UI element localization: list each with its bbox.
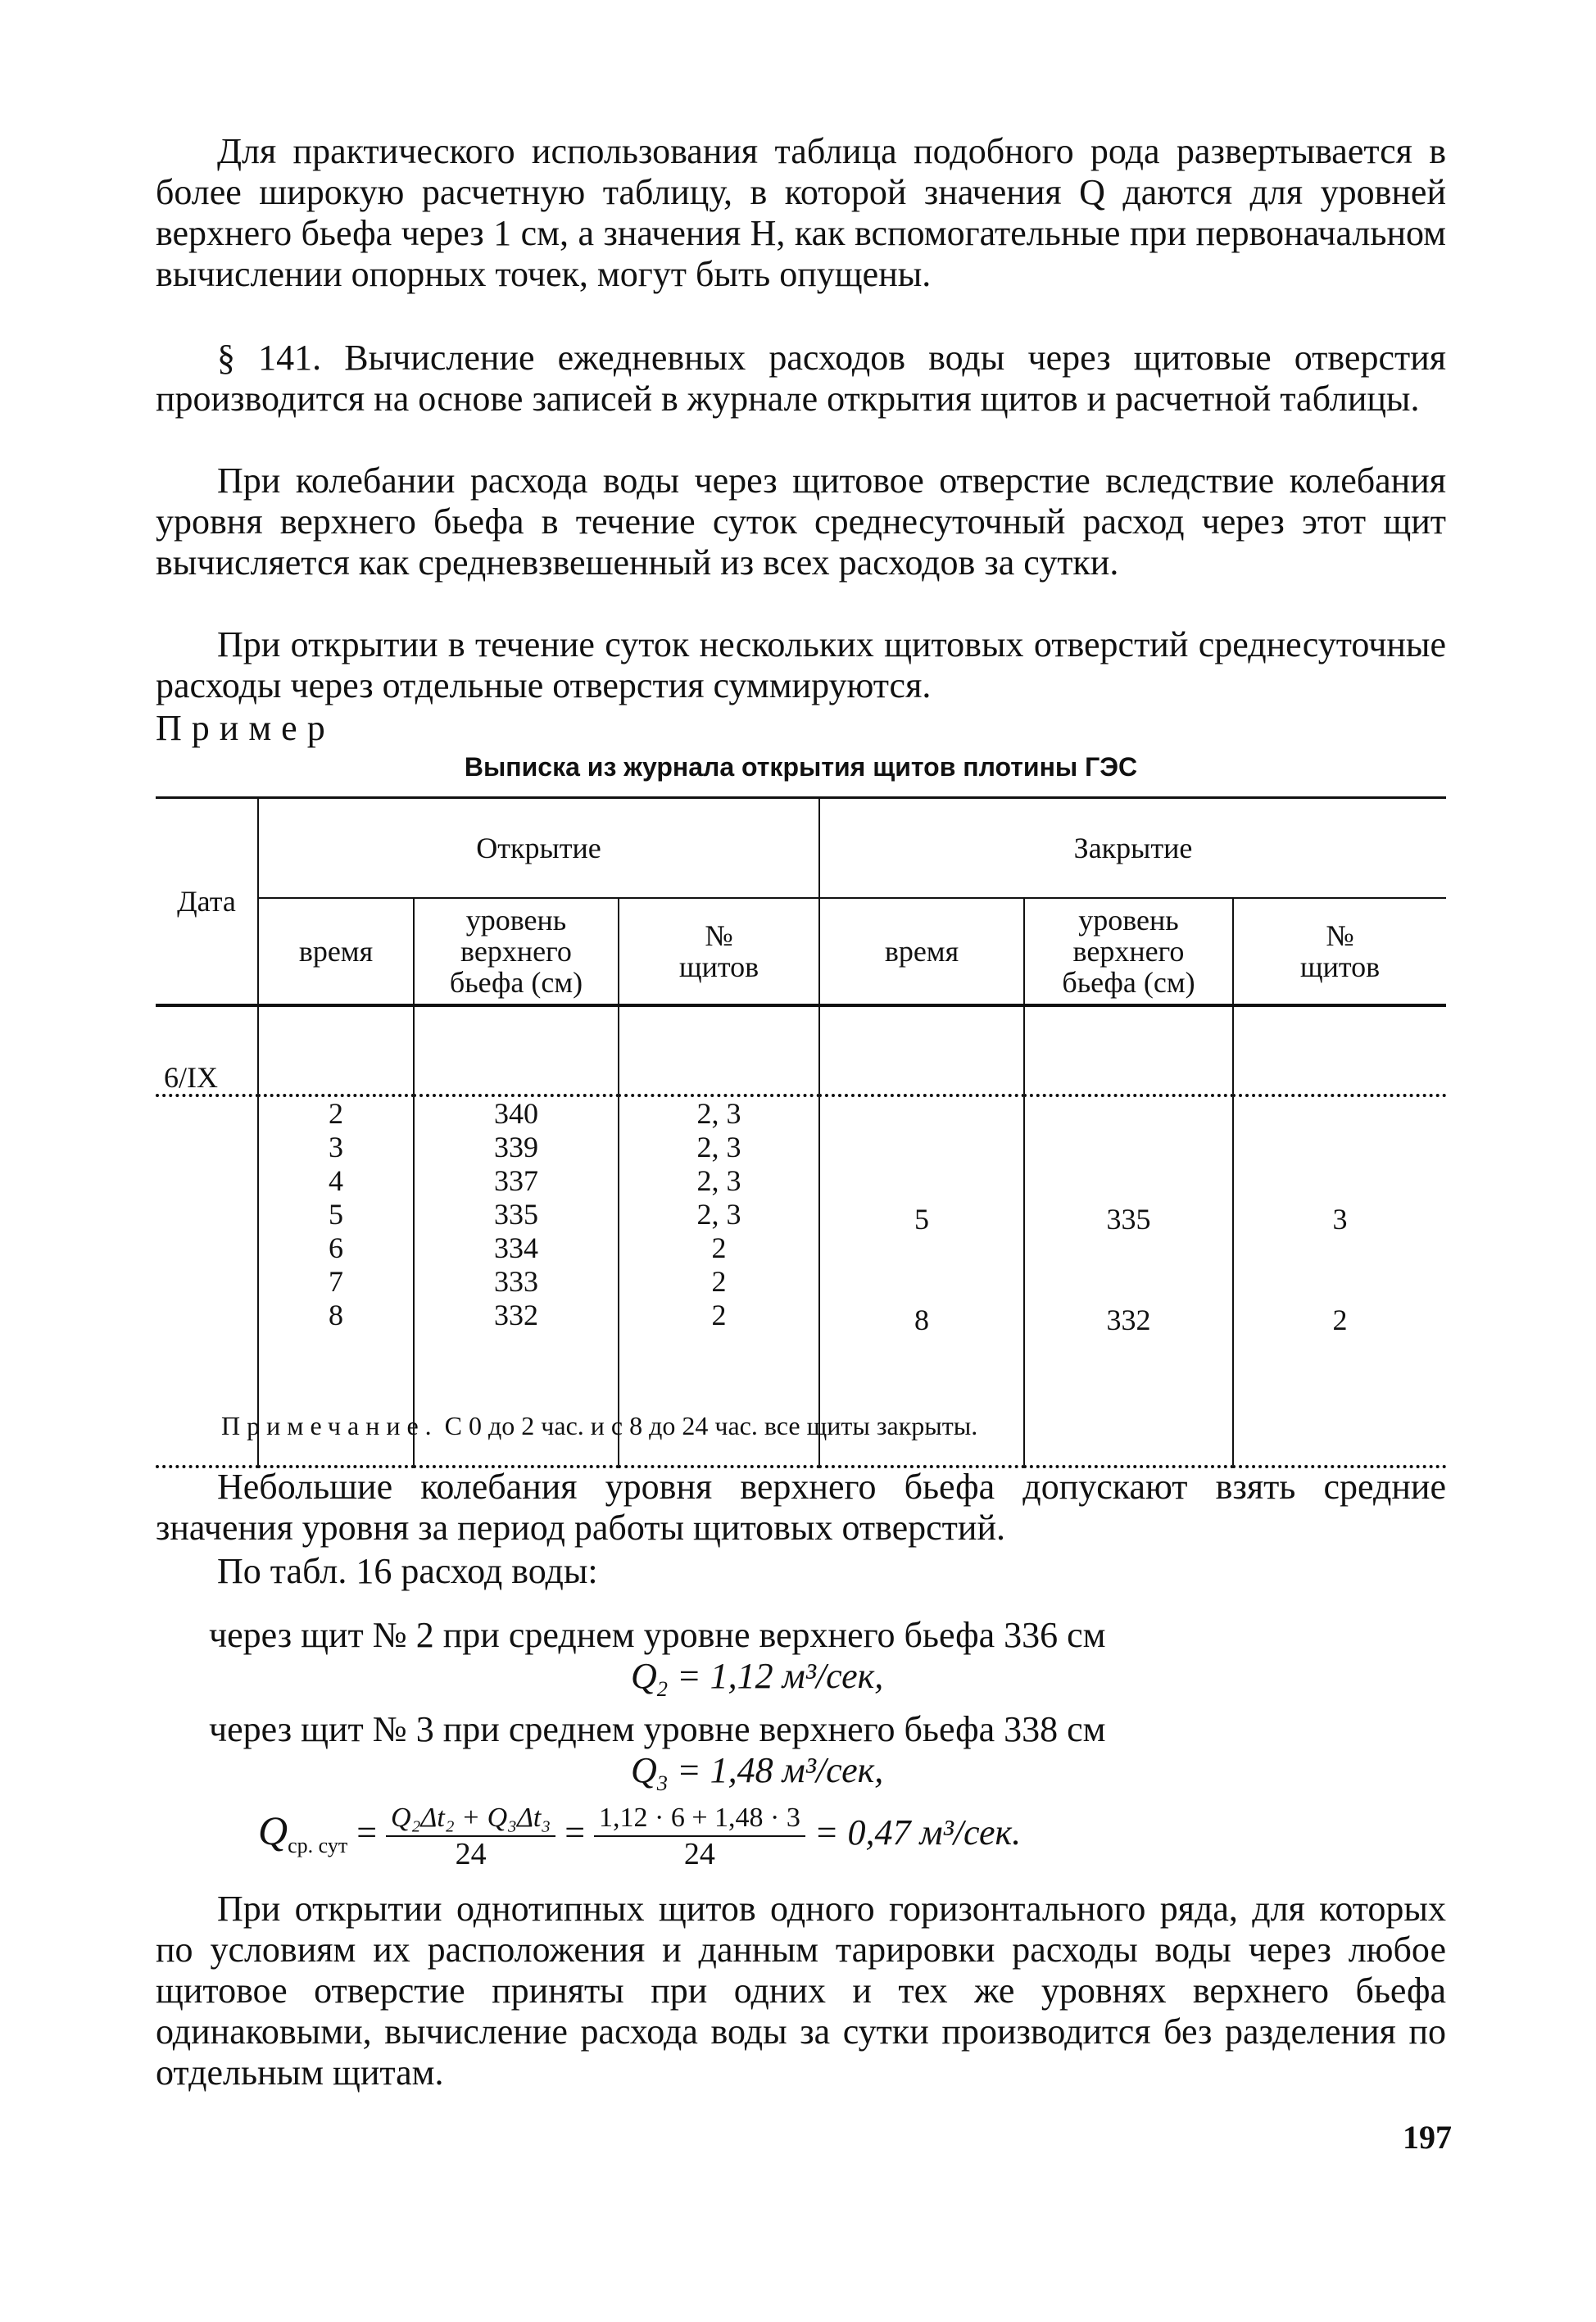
open-level: 334	[494, 1231, 538, 1264]
header-open-gates-line1: №	[705, 919, 733, 952]
header-close-gates-line2: щитов	[1299, 950, 1381, 983]
q3-symbol: Q	[631, 1750, 657, 1790]
fraction-symbolic-numerator: Q₂Δt₂ + Q₃Δt₃	[386, 1801, 555, 1837]
table-caption: Выписка из журнала открытия щитов плотины ГЭС	[464, 752, 1138, 782]
open-gates: 2	[711, 1299, 727, 1331]
open-level: 337	[494, 1164, 538, 1197]
note-label: Примечание.	[221, 1411, 438, 1440]
qmean-subscript: ср. сут	[288, 1833, 348, 1857]
gate-journal-table	[156, 796, 1446, 1501]
close-gates: 2	[1332, 1304, 1348, 1336]
page-number: 197	[1403, 2119, 1452, 2156]
paragraph-6: По табл. 16 расход воды:	[217, 1551, 598, 1591]
header-open-level-line2: верхнего	[460, 935, 572, 968]
header-open-gates-line2: щитов	[678, 950, 759, 983]
open-gates: 2	[711, 1231, 727, 1264]
header-open-level-line3: бьефа (см)	[449, 966, 583, 999]
open-gates: 2, 3	[696, 1164, 741, 1197]
cell-date	[156, 1005, 258, 1095]
formula-line-2: через щит № 3 при среднем уровне верхнего бьефа 338 см	[209, 1709, 1106, 1749]
qmean-symbol: Q	[258, 1807, 288, 1854]
open-time: 6	[329, 1231, 343, 1264]
open-time: 8	[329, 1299, 343, 1331]
header-open-time: время	[258, 898, 414, 1005]
header-close-gates-line1: №	[1326, 919, 1354, 952]
open-gates: 2	[711, 1265, 727, 1298]
close-level: 335	[1106, 1203, 1151, 1236]
open-level: 332	[494, 1299, 538, 1331]
paragraph-7: При открытии однотипных щитов одного горизонтального ряда, для которых по условиям их расположения и данным тарировки расходы воды через любое щитовое отверстие приняты при одних и тех же уровнях верхнего бьефа одинаковыми, вычисление расхода воды за сутки производится без разделения по отдельным щитам.	[156, 1889, 1446, 2093]
close-levels-column	[1024, 1095, 1233, 1467]
fraction-numeric-numerator: 1,12 · 6 + 1,48 · 3	[594, 1801, 805, 1837]
open-time: 7	[329, 1265, 343, 1298]
header-close-gates	[1233, 898, 1446, 1005]
header-close-level-line2: верхнего	[1072, 935, 1185, 968]
header-close: Закрытие	[819, 798, 1446, 899]
open-gates: 2, 3	[696, 1131, 741, 1163]
paragraph-5: Небольшие колебания уровня верхнего бьефа допускают взять средние значения уровня за период работы щитовых отверстий.	[156, 1467, 1446, 1548]
fraction-numeric	[594, 1801, 805, 1871]
header-open-level-line1: уровень	[465, 904, 567, 937]
header-close-level-line3: бьефа (см)	[1062, 966, 1195, 999]
q2-subscript: 2	[656, 1676, 668, 1701]
fraction-symbolic-denominator: 24	[455, 1837, 487, 1871]
open-level: 340	[494, 1097, 538, 1130]
q2-value: = 1,12 м³/сек,	[676, 1656, 884, 1696]
header-close-time: время	[819, 898, 1024, 1005]
close-gates: 3	[1332, 1203, 1348, 1236]
q3-subscript: 3	[656, 1770, 668, 1795]
open-level: 333	[494, 1265, 538, 1298]
paragraph-1: Для практического использования таблица подобного рода развертывается в более широкую расчетную таблицу, в которой значения Q даются для уровней верхнего бьефа через 1 см, а значения H, как вспомогательные при первоначальном вычислении опорных точек, могут быть опущены.	[156, 131, 1446, 294]
formula-result: = 0,47 м³/сек.	[814, 1812, 1022, 1853]
close-time: 8	[914, 1304, 929, 1336]
note-text: С 0 до 2 час. и с 8 до 24 час. все щиты закрыты.	[444, 1411, 978, 1440]
open-level: 335	[494, 1198, 538, 1231]
open-time: 5	[329, 1198, 343, 1231]
fraction-symbolic	[386, 1801, 555, 1871]
close-level: 332	[1106, 1304, 1151, 1336]
open-time: 2	[329, 1097, 343, 1130]
formula-q3	[631, 1749, 883, 1796]
formula-line-1: через щит № 2 при среднем уровне верхнего бьефа 336 см	[209, 1615, 1106, 1655]
q2-symbol: Q	[631, 1656, 657, 1696]
formula-mean-daily: $Q_{ср. сут}$ = $\frac{\text{Q₂Δt₂ + Q₃Δt₃}}{24}$ = $\frac{1,12 \cdot 6 + 1,48 \cdot 3}{24}$ = 0,47 м³/сек.	[258, 1803, 1022, 1871]
close-gates-column	[1233, 1095, 1446, 1467]
open-gates: 2, 3	[696, 1097, 741, 1130]
row-date: 6/IX	[164, 1061, 218, 1094]
q3-value: = 1,48 м³/сек,	[676, 1750, 884, 1790]
example-heading: Пример	[156, 708, 335, 748]
open-level: 339	[494, 1131, 538, 1163]
header-open-gates	[619, 898, 819, 1005]
paragraph-4: При открытии в течение суток нескольких щитовых отверстий среднесуточные расходы через отдельные отверстия суммируются.	[156, 624, 1446, 705]
table-note	[221, 1411, 977, 1441]
formula-q2	[631, 1655, 883, 1702]
header-open-level	[414, 898, 619, 1005]
open-time: 3	[329, 1131, 343, 1163]
header-open: Открытие	[258, 798, 819, 899]
fraction-numeric-denominator: 24	[683, 1837, 715, 1871]
paragraph-2: § 141. Вычисление ежедневных расходов воды через щитовые отверстия производится на основе записей в журнале открытия щитов и расчетной таблицы.	[156, 338, 1446, 419]
open-time: 4	[329, 1164, 343, 1197]
close-time: 5	[914, 1203, 929, 1236]
open-gates: 2, 3	[696, 1198, 741, 1231]
header-close-level	[1024, 898, 1233, 1005]
header-date: Дата	[156, 798, 258, 1006]
header-close-level-line1: уровень	[1078, 904, 1179, 937]
paragraph-3: При колебании расхода воды через щитовое отверстие вследствие колебания уровня верхнего бьефа в течение суток среднесуточный расход через этот щит вычисляется как средневзвешенный из всех расходов за сутки.	[156, 460, 1446, 583]
